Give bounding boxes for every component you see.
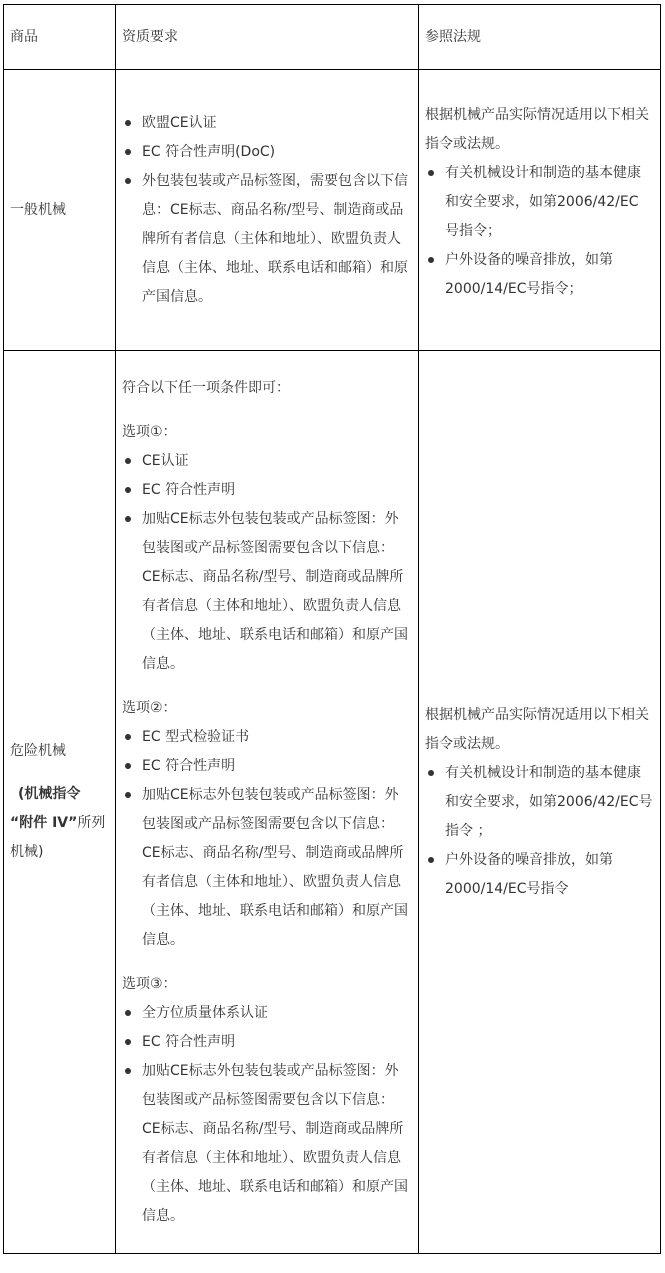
option-label: 选项③： (122, 975, 177, 992)
list-item: 有关机械设计和制造的基本健康和安全要求，如第2006/42/EC号指令 ； (425, 759, 654, 846)
option-list (122, 723, 412, 955)
option-list (122, 999, 412, 1231)
header-product: 商品 (4, 5, 116, 70)
list-item: EC 符合性声明(DoC) (122, 138, 412, 167)
list-item: 外包装包装或产品标签图，需要包含以下信息：CE标志、商品名称/型号、制造商或品牌所有者信息（主体和地址）、欧盟负责人信息（主体、地址、联系电话和邮箱）和原产国信息。 (122, 167, 412, 312)
requirements-intro: 符合以下任一项条件即可： (122, 379, 290, 396)
product-note-annex: “附件 IV” (10, 815, 78, 831)
list-item: EC 符合性声明 (122, 476, 412, 505)
list-item: 加贴CE标志外包装包装或产品标签图：外包装图或产品标签图需要包含以下信息：CE标志、商品名称/型号、制造商或品牌所有者信息（主体和地址）、欧盟负责人信息（主体、地址、联系电话和邮箱）和原产国信息。 (122, 505, 412, 679)
list-item: 户外设备的噪音排放，如第2000/14/EC号指令 (425, 846, 654, 904)
table-row (4, 351, 661, 1254)
table-row (4, 70, 661, 351)
option-list (122, 447, 412, 679)
table-header-row (4, 5, 661, 70)
regulations-list (425, 759, 654, 904)
list-item: CE认证 (122, 447, 412, 476)
product-cell (4, 351, 116, 1254)
list-item: EC 符合性声明 (122, 752, 412, 781)
product-name: 危险机械 (10, 743, 66, 759)
list-item: 加贴CE标志外包装包装或产品标签图：外包装图或产品标签图需要包含以下信息：CE标志、商品名称/型号、制造商或品牌所有者信息（主体和地址）、欧盟负责人信息（主体、地址、联系电话和邮箱）和原产国信息。 (122, 1057, 412, 1231)
header-regulations: 参照法规 (419, 5, 661, 70)
regulations-list (425, 159, 654, 304)
list-item: 户外设备的噪音排放，如第2000/14/EC号指令； (425, 246, 654, 304)
requirements-table (3, 4, 661, 1254)
regulations-cell (419, 351, 661, 1254)
requirements-cell (116, 70, 419, 351)
header-requirements: 资质要求 (116, 5, 419, 70)
regulation-intro: 根据机械产品实际情况适用以下相关指令或法规。 (425, 706, 649, 752)
list-item: 全方位质量体系认证 (122, 999, 412, 1028)
list-item: 欧盟CE认证 (122, 109, 412, 138)
option-label: 选项②： (122, 699, 177, 716)
list-item: EC 型式检验证书 (122, 723, 412, 752)
regulation-intro: 根据机械产品实际情况适用以下相关指令或法规。 (425, 107, 649, 152)
regulations-cell (419, 70, 661, 351)
list-item: 有关机械设计和制造的基本健康和安全要求，如第2006/42/EC 号指令； (425, 159, 654, 246)
requirements-cell (116, 351, 419, 1254)
product-note-rest: 所列机械) (10, 815, 106, 860)
product-note-line1: (机械指令 (18, 786, 81, 802)
requirements-list (122, 109, 412, 312)
option-label: 选项①： (122, 423, 177, 440)
list-item: EC 符合性声明 (122, 1028, 412, 1057)
list-item: 加贴CE标志外包装包装或产品标签图：外包装图或产品标签图需要包含以下信息：CE标志、商品名称/型号、制造商或品牌所有者信息（主体和地址）、欧盟负责人信息（主体、地址、联系电话和邮箱）和原产国信息。 (122, 781, 412, 955)
product-cell: 一般机械 (4, 70, 116, 351)
